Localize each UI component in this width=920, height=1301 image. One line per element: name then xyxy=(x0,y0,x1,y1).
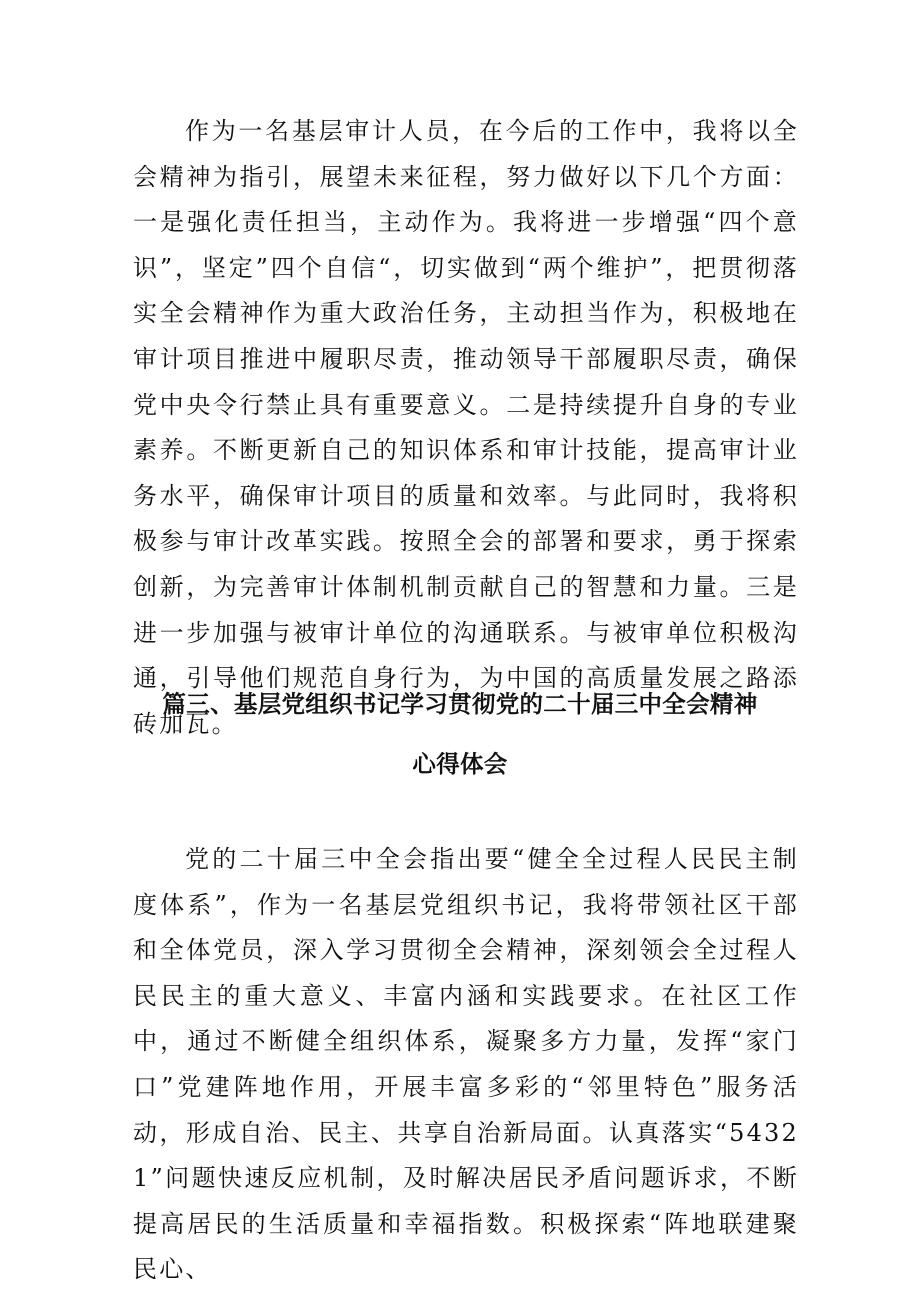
section-heading xyxy=(100,674,820,794)
body-paragraph-1: 作为一名基层审计人员，在今后的工作中，我将以全会精神为指引，展望未来征程，努力做好以下几个方面：一是强化责任担当，主动作为。我将进一步增强“四个意识”，坚定”四个自信“，切实做到“两个维护”，把贯彻落实全会精神作为重大政治任务，主动担当作为，积极地在审计项目推进中履职尽责，推动领导干部履职尽责，确保党中央令行禁止具有重要意义。二是持续提升自身的专业素养。不断更新自己的知识体系和审计技能，提高审计业务水平，确保审计项目的质量和效率。与此同时，我将积极参与审计改革实践。按照全会的部署和要求，勇于探索创新，为完善审计体制机制贡献自己的智慧和力量。三是进一步加强与被审计单位的沟通联系。与被审单位积极沟通，引导他们规范自身行为，为中国的高质量发展之路添砖加瓦。 xyxy=(133,117,799,738)
section-heading-line-1: 篇三、基层党组织书记学习贯彻党的二十届三中全会精神 xyxy=(162,690,758,718)
body-paragraph-2: 党的二十届三中全会指出要“健全全过程人民民主制度体系”，作为一名基层党组织书记，我将带领社区干部和全体党员，深入学习贯彻全会精神，深刻领会全过程人民民主的重大意义、丰富内涵和实践要求。在社区工作中，通过不断健全组织体系，凝聚多方力量，发挥“家门口”党建阵地作用，开展丰富多彩的“邻里特色”服务活动，形成自治、民主、共享自治新局面。认真落实“54321”问题快速反应机制，及时解决居民矛盾问题诉求，不断提高居民的生活质量和幸福指数。积极探索“阵地联建聚民心、 xyxy=(133,845,799,1284)
section-heading-line-2: 心得体会 xyxy=(412,750,508,778)
